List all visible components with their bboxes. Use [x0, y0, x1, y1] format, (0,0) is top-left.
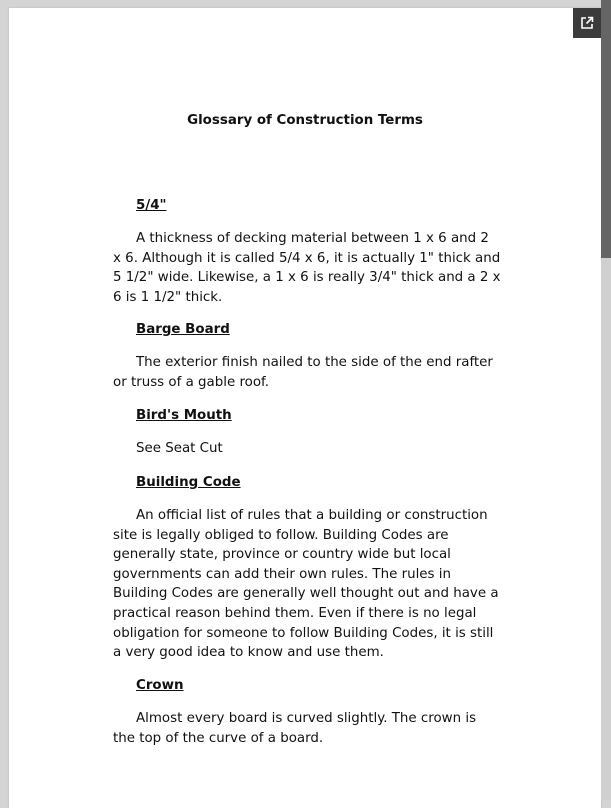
document-title: Glossary of Construction Terms: [187, 113, 423, 128]
glossary-term: Crown: [136, 678, 184, 693]
glossary-term: Barge Board: [136, 322, 230, 337]
glossary-term: Bird's Mouth: [136, 408, 232, 423]
glossary-definition: Almost every board is curved slightly. The crown is the top of the curve of a board.: [113, 711, 477, 746]
vertical-scrollbar[interactable]: [601, 0, 611, 800]
glossary-term: 5/4": [136, 198, 167, 213]
glossary-definition: See Seat Cut: [136, 441, 223, 456]
glossary-definition: A thickness of decking material between 1 x 6 and 2 x 6. Although it is called 5/4 x 6, it is actually 1" thick and 5 1/2" wide. Likewise, a 1 x 6 is really 3/4" thick and a 2 x 6 is 1 1/2" thick.: [113, 231, 501, 305]
glossary-term: Building Code: [136, 475, 241, 490]
glossary-definition: The exterior finish nailed to the side of the end rafter or truss of a gable roof.: [113, 355, 493, 390]
scrollbar-thumb[interactable]: [601, 0, 611, 258]
glossary-definition: An official list of rules that a building or construction site is legally obliged to follow. Building Codes are generally state, province or country wide but local governments can add their own rules. The rules in Building Codes are generally well thought out and have a practical reason behind them. Even if there is no legal obligation for someone to follow Building Codes, it is still a very good idea to know and use them.: [113, 508, 499, 661]
popout-button[interactable]: [573, 8, 601, 38]
external-link-icon: [580, 16, 594, 30]
